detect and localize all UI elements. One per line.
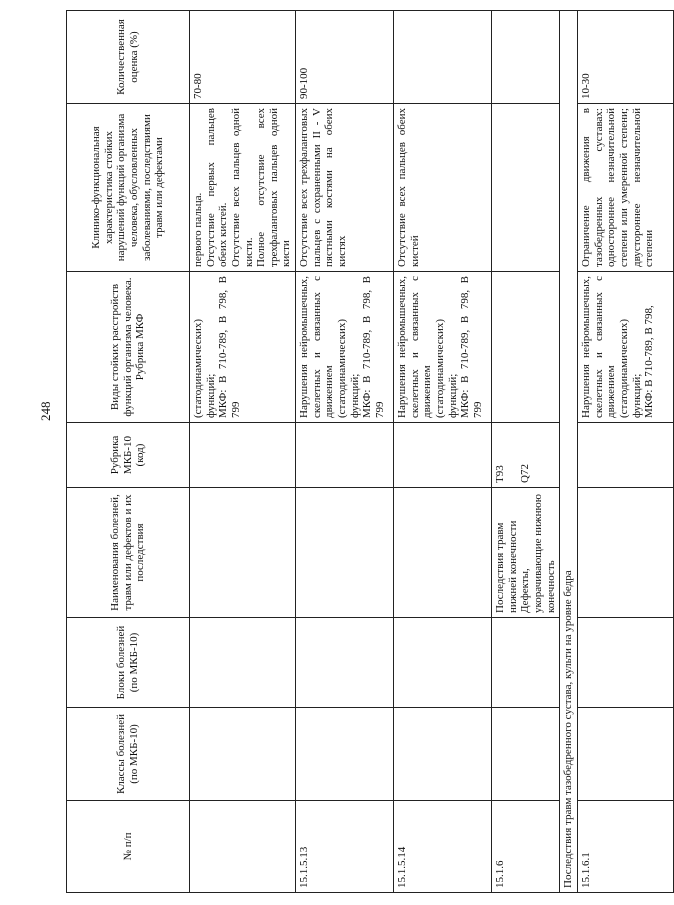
cell-num: 15.1.6.1	[577, 801, 673, 893]
cell-block	[296, 618, 394, 708]
cell-score: 90-100	[296, 11, 394, 104]
disorder-text: (статодинамических) функций;	[192, 319, 217, 418]
cell-class	[394, 708, 492, 801]
cell-class	[190, 708, 296, 801]
col-header-code: Рубрика МКБ-10 (код)	[67, 423, 190, 488]
cell-class	[296, 708, 394, 801]
cell-num: 15.1.5.13	[296, 801, 394, 893]
col-header-name: Наименования болезней, травм или дефектов и их последствия	[67, 488, 190, 618]
cell-code	[492, 423, 560, 488]
cell-class	[577, 708, 673, 801]
cell-code	[296, 423, 394, 488]
cell-class	[492, 708, 560, 801]
cell-score: 70-80	[190, 11, 296, 104]
cell-block	[394, 618, 492, 708]
rotated-table-container	[66, 11, 656, 893]
cell-score	[492, 11, 560, 104]
icf-codes: МКФ: В 710-789, В 798,	[643, 305, 656, 418]
icd-code: Т93	[494, 465, 507, 483]
disability-table	[66, 10, 674, 893]
cell-num	[190, 801, 296, 893]
disease-name: Последствия травм нижней конечности	[494, 520, 519, 613]
cell-disorder	[492, 272, 560, 423]
table-row	[577, 11, 673, 893]
clinical-line: Отсутствие всех пальцев одной кисти.	[229, 108, 255, 267]
col-header-num: № п/п	[67, 801, 190, 893]
icd-code: Q72	[518, 464, 531, 483]
clinical-line: первого пальца.	[192, 192, 204, 267]
cell-clinical	[492, 104, 560, 272]
cell-num: 15.1.6	[492, 801, 560, 893]
cell-disorder	[296, 272, 394, 423]
header-row	[67, 11, 190, 893]
disorder-text: Нарушения нейромышечных, скелетных и связанных с движением (статодинамических) функций;	[396, 276, 459, 418]
col-header-clinical: Клинико-функциональная характеристика стойких нарушений функций организма человека, обусловленных заболеваниями, последствиями травм или дефектами	[67, 104, 190, 272]
section-title: Последствия травм тазобедренного сустава, культи на уровне бедра	[560, 11, 578, 893]
table-row	[190, 11, 296, 893]
cell-clinical: Отсутствие всех трехфаланговых пальцев с сохраненными II - V пястными костями на обеих кистях	[296, 104, 394, 272]
cell-disorder	[577, 272, 673, 423]
col-header-disorder: Виды стойких расстройств функций организма человека. Рубрика МКФ	[67, 272, 190, 423]
cell-disorder	[394, 272, 492, 423]
col-header-block: Блоки болезней (по МКБ-10)	[67, 618, 190, 708]
cell-code	[577, 423, 673, 488]
cell-name	[492, 488, 560, 618]
cell-score	[394, 11, 492, 104]
icf-codes: МКФ: В 710-789, В 798, В 799	[361, 276, 386, 418]
cell-name	[190, 488, 296, 618]
cell-num: 15.1.5.14	[394, 801, 492, 893]
table-row	[492, 11, 560, 893]
cell-clinical	[190, 104, 296, 272]
cell-block	[190, 618, 296, 708]
disorder-text: Нарушения нейромышечных, скелетных и связанных с движением (статодинамических) функций;	[579, 276, 643, 418]
cell-name	[577, 488, 673, 618]
table-row	[394, 11, 492, 893]
clinical-line: Отсутствие первых пальцев обеих кистей.	[204, 108, 230, 267]
section-row	[560, 11, 578, 893]
disorder-text: Нарушения нейромышечных, скелетных и связанных с движением (статодинамических) функций;	[298, 276, 361, 418]
cell-disorder	[190, 272, 296, 423]
cell-clinical: Отсутствие всех пальцев обеих кистей	[394, 104, 492, 272]
clinical-line: Полное отсутствие всех трехфаланговых пальцев одной кисти	[255, 108, 293, 267]
cell-code	[190, 423, 296, 488]
cell-code	[394, 423, 492, 488]
disease-name: Дефекты, укорачивающие нижнюю конечность	[519, 494, 557, 613]
cell-name	[394, 488, 492, 618]
icf-codes: МКФ: В 710-789, В 798, В 799	[217, 276, 242, 418]
cell-score: 10-30	[577, 11, 673, 104]
page-number: 248	[38, 401, 53, 421]
cell-clinical: Ограничение движения в тазобедренных суставах: одностороннее незначительной степени или умеренной степени; двустороннее незначительной степени	[577, 104, 673, 272]
cell-block	[577, 618, 673, 708]
col-header-class: Классы болезней (по МКБ-10)	[67, 708, 190, 801]
cell-block	[492, 618, 560, 708]
icf-codes: МКФ: В 710-789, В 798, В 799	[459, 276, 484, 418]
col-header-score: Количественная оценка (%)	[67, 11, 190, 104]
cell-name	[296, 488, 394, 618]
table-row	[296, 11, 394, 893]
